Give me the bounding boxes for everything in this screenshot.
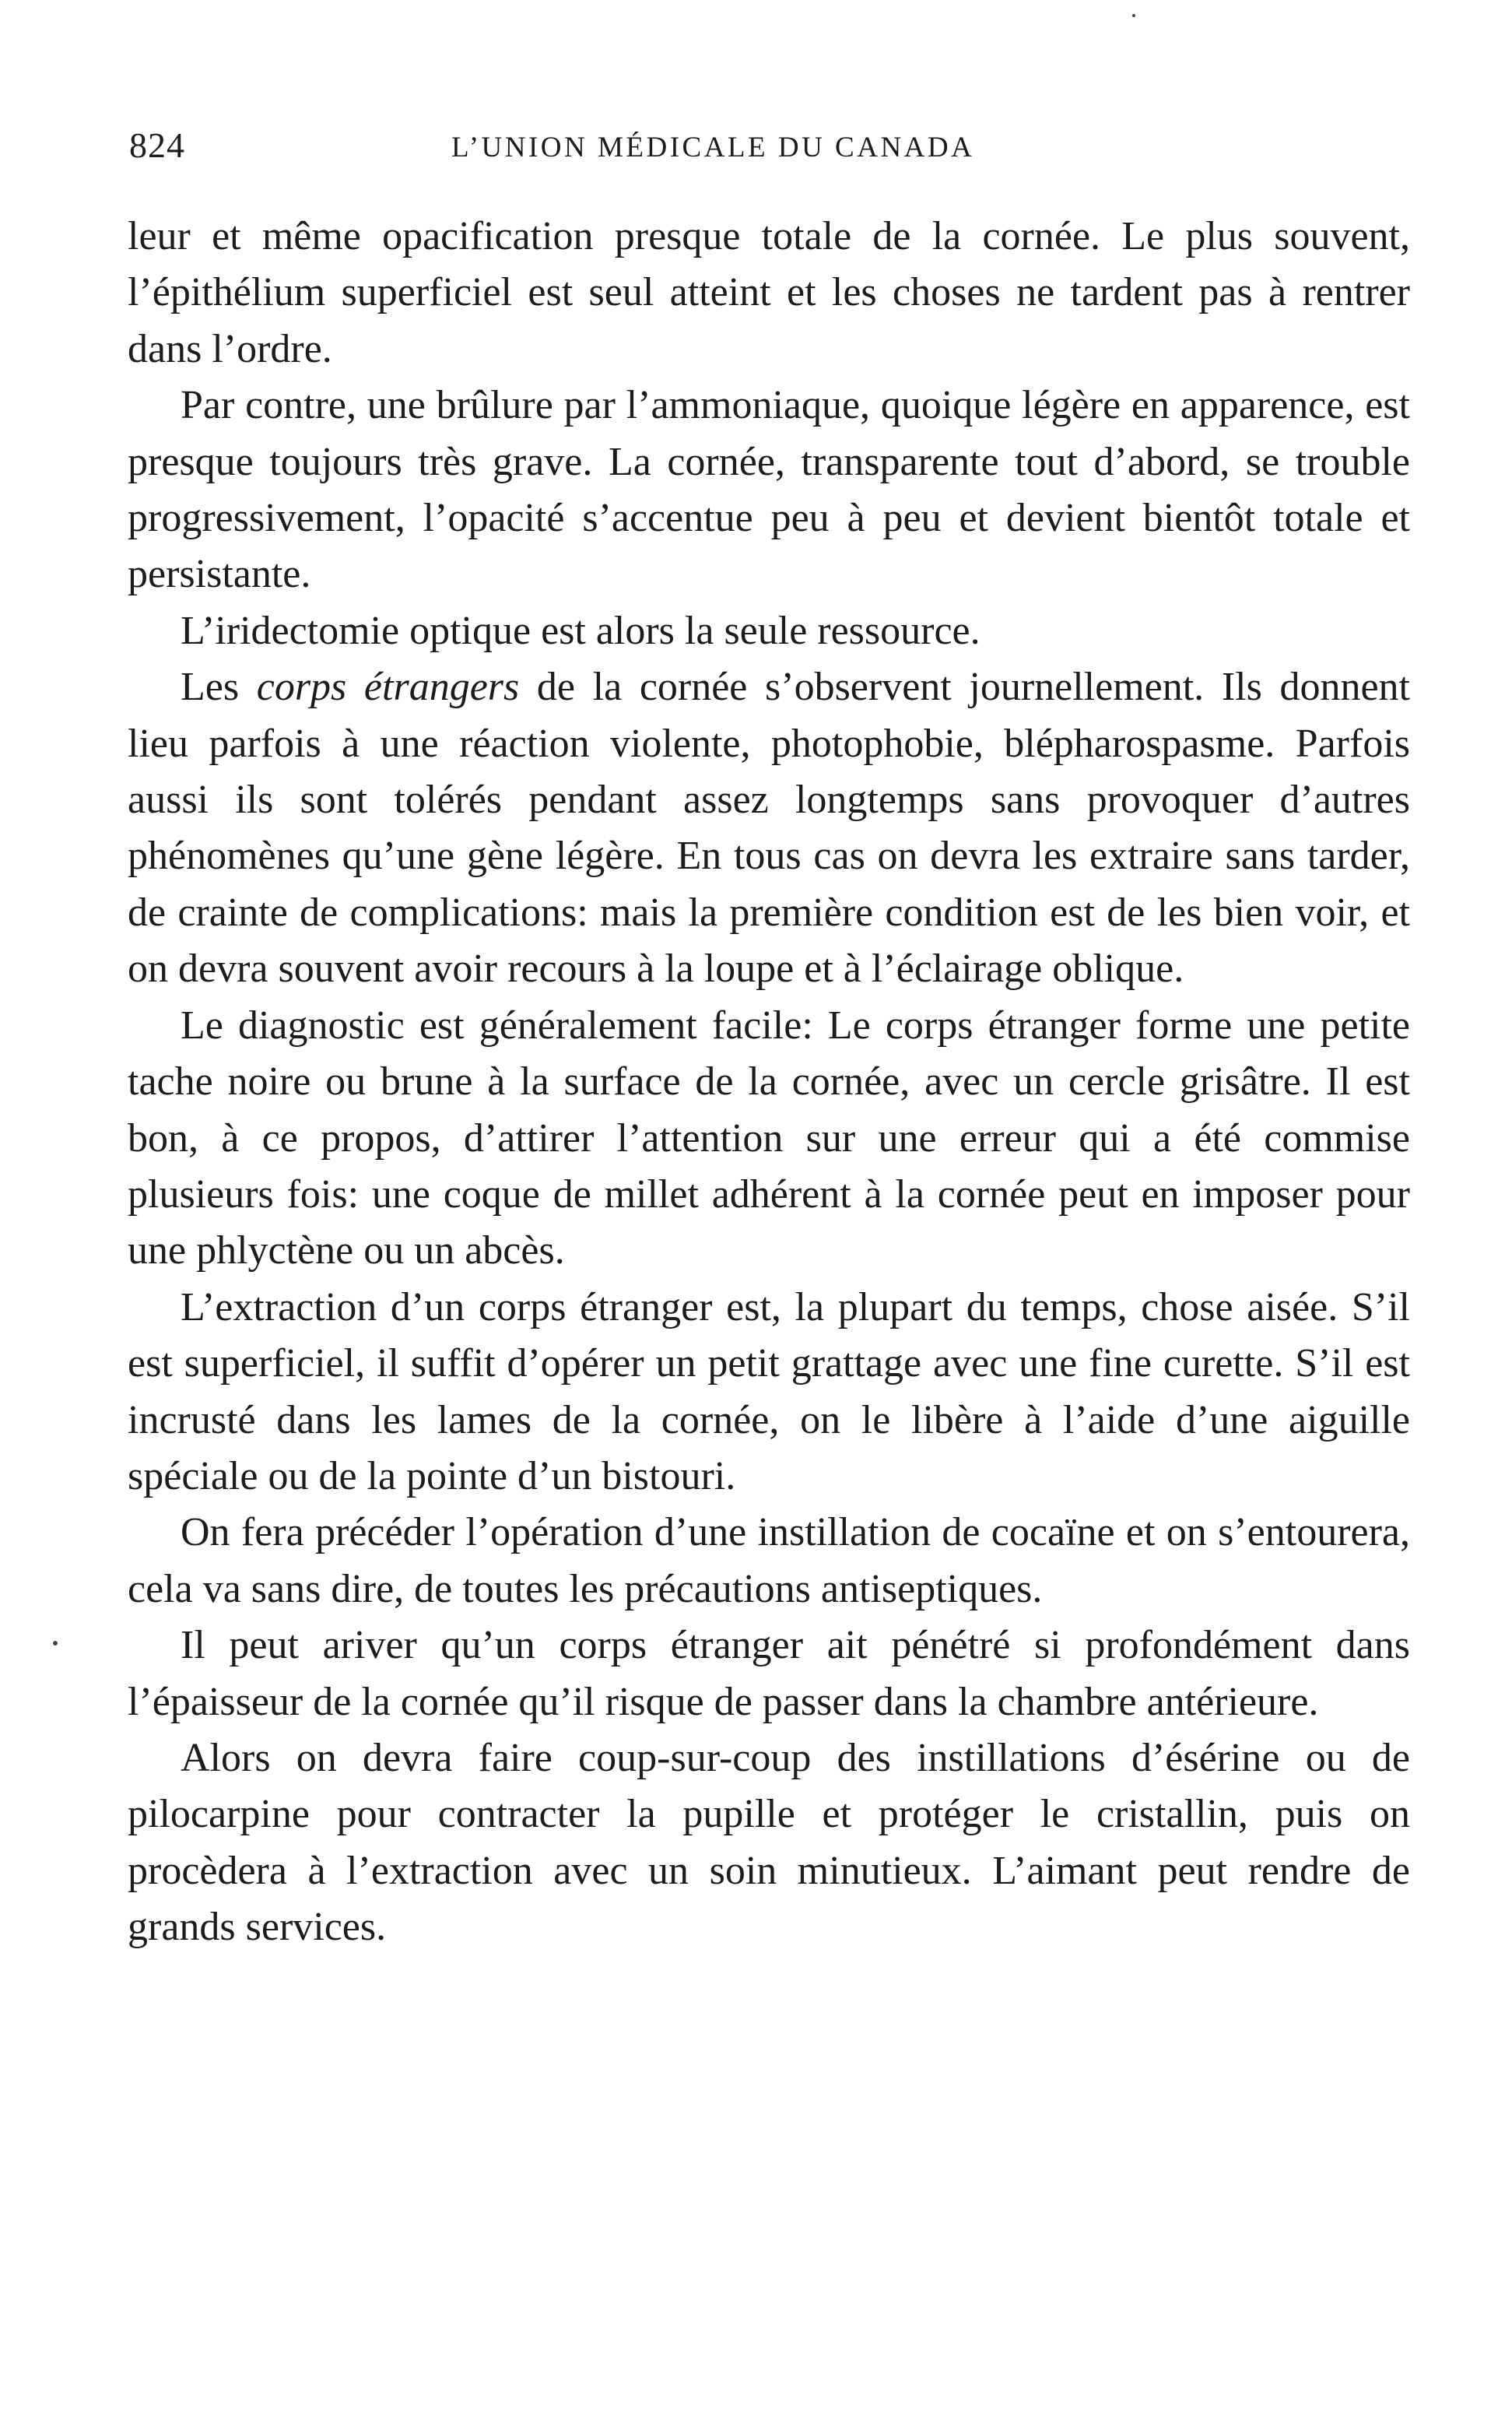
page-number: 824: [129, 125, 185, 165]
paragraph: Alors on devra faire coup-sur-coup des instillations d’ésérine ou de pilocarpine pour contracter la pupille et protéger le cristallin, puis on procèdera à l’extraction avec un soin minutieux. L’aimant peut rendre de grands services.: [128, 1735, 1410, 1950]
scan-speck: [1132, 14, 1135, 17]
paragraph: leur et même opacification presque totale de la cornée. Le plus souvent, l’épithélium superficiel est seul atteint et les choses ne tardent pas à rentrer dans l’ordre.: [128, 214, 1410, 371]
paragraph-text: de la cornée s’observent journellement. Ils donnent lieu parfois à une réaction violente, photophobie, blépharospasme. Parfois aussi ils sont tolérés pendant assez longtemps sans provoquer d’autres phénomènes qu’une gène légère. En tous cas on devra les extraire sans tarder, de crainte de complications: mais la première condition est de les bien voir, et on devra souvent avoir recours à la loupe et à l’éclairage oblique.: [128, 665, 1410, 992]
paragraph: [128, 659, 1410, 997]
running-head: L’UNION MÉDICALE DU CANADA: [451, 132, 975, 163]
paragraph: L’iridectomie optique est alors la seule ressource.: [181, 608, 981, 653]
paragraph: Le diagnostic est généralement facile: Le corps étranger forme une petite tache noire ou brune à la surface de la cornée, avec un cercle grisâtre. Il est bon, à ce propos, d’attirer l’attention sur une erreur qui a été commise plusieurs fois: une coque de millet adhérent à la cornée peut en imposer pour une phlyctène ou un abcès.: [128, 1003, 1410, 1273]
italic-term: corps étrangers: [256, 665, 520, 710]
body-text: [128, 209, 1410, 1956]
page-header: [129, 125, 1405, 179]
paragraph: Il peut ariver qu’un corps étranger ait pénétré si profondément dans l’épaisseur de la cornée qu’il risque de passer dans la chambre antérieure.: [128, 1623, 1410, 1724]
paragraph: L’extraction d’un corps étranger est, la plupart du temps, chose aisée. S’il est superficiel, il suffit d’opérer un petit grattage avec une fine curette. S’il est incrusté dans les lames de la cornée, on le libère à l’aide d’une aiguille spéciale ou de la pointe d’un bistouri.: [128, 1284, 1410, 1498]
scan-speck: [53, 1641, 58, 1646]
paragraph: On fera précéder l’opération d’une instillation de cocaïne et on s’entourera, cela va sans dire, de toutes les précautions antiseptiques.: [128, 1510, 1410, 1611]
paragraph-text: Les: [181, 665, 257, 710]
paragraph: Par contre, une brûlure par l’ammoniaque, quoique légère en apparence, est presque toujours très grave. La cornée, transparente tout d’abord, se trouble progressivement, l’opacité s’accentue peu à peu et devient bientôt totale et persistante.: [128, 383, 1410, 597]
